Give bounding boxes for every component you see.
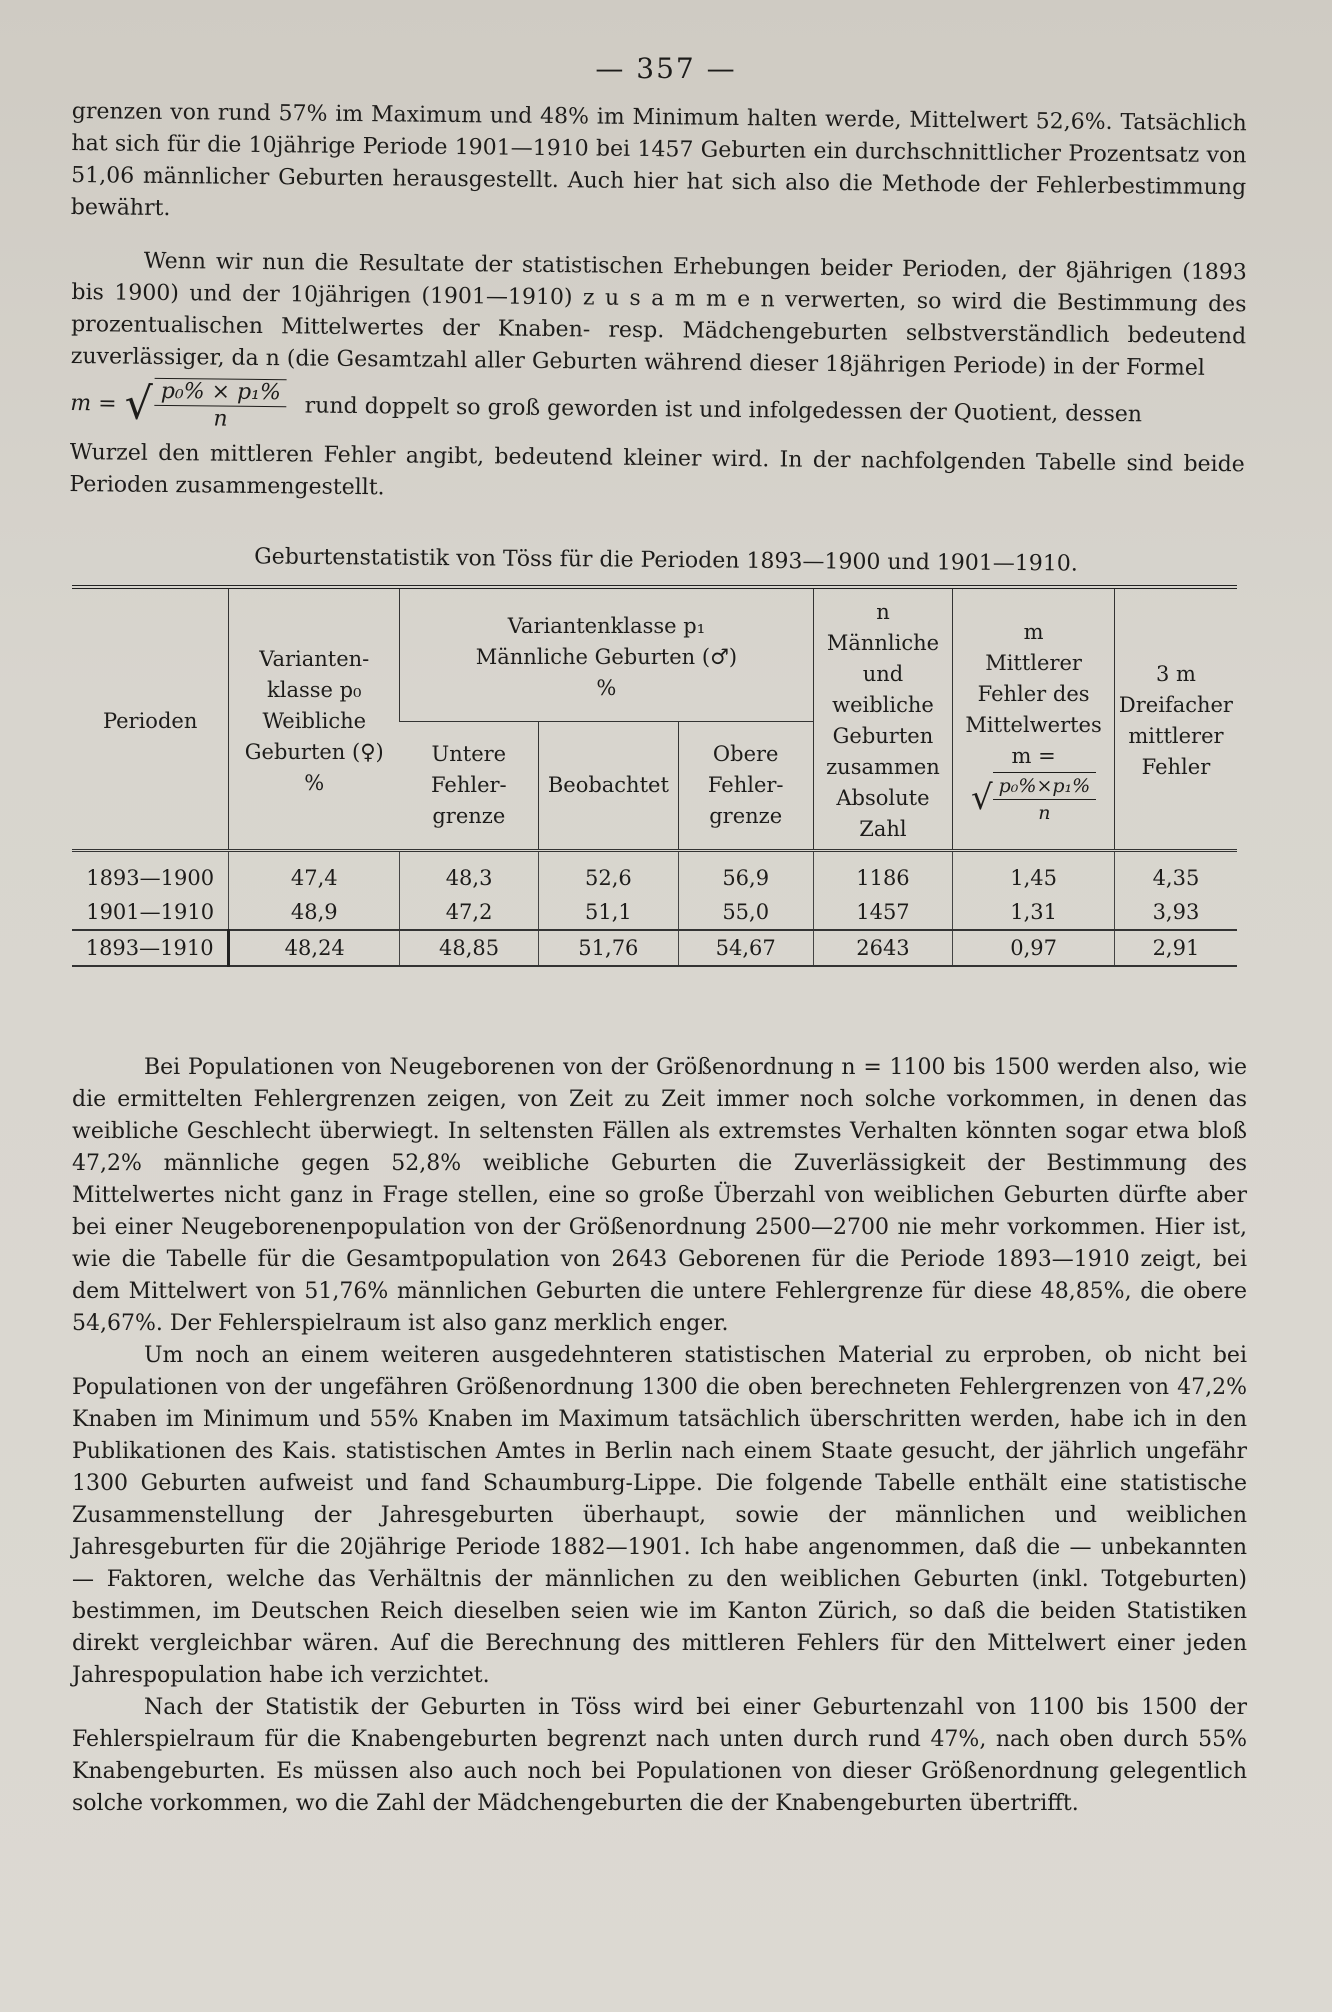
cell-obere: 55,0 — [678, 895, 813, 930]
header-m — [953, 587, 1115, 851]
standard-error-formula — [70, 377, 287, 433]
cell-m: 1,31 — [953, 895, 1115, 930]
cell-beobachtet: 51,1 — [538, 895, 678, 930]
formula-fraction — [993, 772, 1097, 826]
header-p1-untere: Untere Fehler- grenze — [430, 742, 507, 829]
header-p1-obere: Obere Fehler- grenze — [678, 722, 813, 851]
page-number: — 357 — — [595, 52, 737, 85]
cell-p0: 48,24 — [229, 930, 400, 966]
table-caption: Geburtenstatistik von Töss für die Perioden 1893—1900 und 1901—1910. — [254, 544, 1078, 577]
square-root-sign: √ — [124, 378, 153, 430]
cell-n: 1457 — [813, 895, 953, 930]
table-row — [72, 851, 1237, 896]
formula-line — [70, 377, 1246, 443]
cell-p0: 47,4 — [229, 851, 400, 896]
header-m-formula — [971, 772, 1096, 826]
cell-periode: 1893—1900 — [72, 851, 229, 896]
cell-untere: 47,2 — [400, 895, 539, 930]
paragraph-text: Wurzel den mittleren Fehler angibt, bedeutend kleiner wird. In der nachfolgenden Tabelle sind beide Perioden zusammengestellt. — [69, 439, 1245, 501]
paragraph-text: grenzen von rund 57% im Maximum und 48% im Minimum halten werde, Mittelwert 52,6%. Tatsächlich hat sich für die 10jährige Periode 1901—1910 bei 1457 Geburten ein durchschnittlicher Prozentsatz von 51,06 männlicher Geburten herausgestellt. Auch hier hat sich also die Methode der Fehlerbestimmung bewährt. — [70, 98, 1247, 222]
cell-beobachtet: 51,76 — [538, 930, 678, 966]
header-p0: Varianten- klasse p₀ Weibliche Geburten (♀) % — [229, 587, 400, 851]
header-p1-beobachtet: Beobachtet — [538, 722, 678, 851]
paragraph-text: Bei Populationen von Neugeborenen von der Größenordnung n = 1100 bis 1500 werden also, wie die ermittelten Fehlergrenzen zeigen, von Zeit zu Zeit immer noch solche vorkommen, in denen das weibliche Geschlecht überwiegt. In seltensten Fällen als extremstes Verhalten könnten sogar etwa bloß 47,2% männliche gegen 52,8% weibliche Geburten die Zuverlässigkeit der Bestimmung des Mittelwertes nicht ganz in Frage stellen, eine so große Überzahl von weiblichen Geburten dürfte aber bei einer Neugeborenenpopulation von der Größenordnung 2500—2700 nie mehr vorkommen. Hier ist, wie die Tabelle für die Gesamtpopulation von 2643 Geborenen für die Periode 1893—1910 zeigt, bei dem Mittelwert von 51,76% männlichen Geburten die untere Fehlergrenze für diese 48,85%, die obere 54,67%. Der Fehlerspielraum ist also ganz merklich enger. — [72, 1055, 1247, 1336]
cell-three-m: 3,93 — [1114, 895, 1237, 930]
cell-beobachtet: 52,6 — [538, 851, 678, 896]
paragraph-text: Um noch an einem weiteren ausgedehnteren statistischen Material zu erproben, ob nicht bei Populationen von der ungefähren Größenordnung 1300 die oben berechneten Fehlergrenzen von 47,2% Knaben im Minimum und 55% Knaben im Maximum tatsächlich überschritten werden, habe ich in den Publikationen des Kais. statistischen Amtes in Berlin nach einem Staate gesucht, der jährlich ungefähr 1300 Geburten aufweist und fand Schaumburg-Lippe. Die folgende Tabelle enthält eine statistische Zusammenstellung der Jahresgeburten überhaupt, sowie der männlichen und weiblichen Jahresgeburten für die 20jährige Periode 1882—1901. Ich habe angenommen, daß die — unbekannten — Faktoren, welche das Verhältnis der männlichen zu den weiblichen Geburten (inkl. Totgeburten) bestimmen, im Deutschen Reich dieselben seien wie im Kanton Zürich, so daß die beiden Statistiken direkt vergleichbar wären. Auf die Berechnung des mittleren Fehlers für den Mittelwert einer jeden Jahrespopulation habe ich verzichtet. — [72, 1343, 1247, 1688]
formula-numerator: p₀%×p₁% — [993, 772, 1097, 800]
cell-three-m: 2,91 — [1114, 930, 1237, 966]
cell-periode: 1901—1910 — [86, 900, 215, 924]
formula-fraction — [154, 378, 287, 433]
cell-obere: 56,9 — [678, 851, 813, 896]
paragraph-text: Wenn wir nun die Resultate der statistischen Erhebungen beider Perioden, der 8jährigen (1893 bis 1900) und der 10jährigen (1901—1910) z u s a m m e n verwerten, so wird die Bestimmung des prozentualischen Mittelwertes der Knaben- resp. Mädchengeburten selbstverständlich bedeutend zuverlässiger, da n (die Gesamtzahl aller Geburten während dieser 18jährigen Periode) in der Formel — [70, 248, 1247, 381]
cell-obere: 54,67 — [678, 930, 813, 966]
cell-n: 1186 — [813, 851, 953, 896]
formula-denominator: n — [1038, 801, 1051, 824]
table-row-total — [72, 930, 1237, 966]
formula-numerator: p₀% × p₁% — [155, 378, 287, 407]
formula-lhs: m = — [70, 390, 117, 417]
cell-periode: 1893—1910 — [72, 930, 229, 966]
header-m-text: m Mittlerer Fehler des Mittelwertes m = — [965, 619, 1102, 768]
header-n: n Männliche und weibliche Geburten zusammen Absolute Zahl — [813, 587, 953, 851]
paragraph-text: Nach der Statistik der Geburten in Töss wird bei einer Geburtenzahl von 1100 bis 1500 der Fehlerspielraum für die Knabengeburten begrenzt nach unten durch rund 47%, nach oben durch 55% Knabengeburten. Es müssen also auch noch bei Populationen von dieser Größenordnung gelegentlich solche vorkommen, wo die Zahl der Mädchengeburten die der Knabengeburten übertrifft. — [72, 1695, 1247, 1816]
square-root-sign: √ — [970, 778, 993, 818]
formula-denominator: n — [213, 406, 228, 432]
cell-n: 2643 — [813, 930, 953, 966]
paragraph-continuation — [71, 96, 1247, 236]
paragraph-formula — [69, 245, 1247, 513]
statistics-table-container — [72, 585, 1237, 967]
header-p1: Variantenklasse p₁ Männliche Geburten (♂) % — [400, 587, 813, 722]
cell-m: 1,45 — [953, 851, 1115, 896]
header-perioden: Perioden — [72, 587, 229, 851]
cell-three-m: 4,35 — [1114, 851, 1237, 896]
formula-trailing-text: rund doppelt so groß geworden ist und infolgedessen der Quotient, dessen — [304, 393, 1143, 428]
cell-m: 0,97 — [953, 930, 1115, 966]
header-three-m: 3 m Dreifacher mittlerer Fehler — [1114, 587, 1237, 851]
cell-p0: 48,9 — [229, 895, 400, 930]
table-row — [72, 895, 1237, 930]
cell-untere: 48,3 — [400, 851, 539, 896]
birth-statistics-table — [72, 585, 1237, 967]
cell-untere: 48,85 — [400, 930, 539, 966]
body-text — [72, 1052, 1247, 1820]
